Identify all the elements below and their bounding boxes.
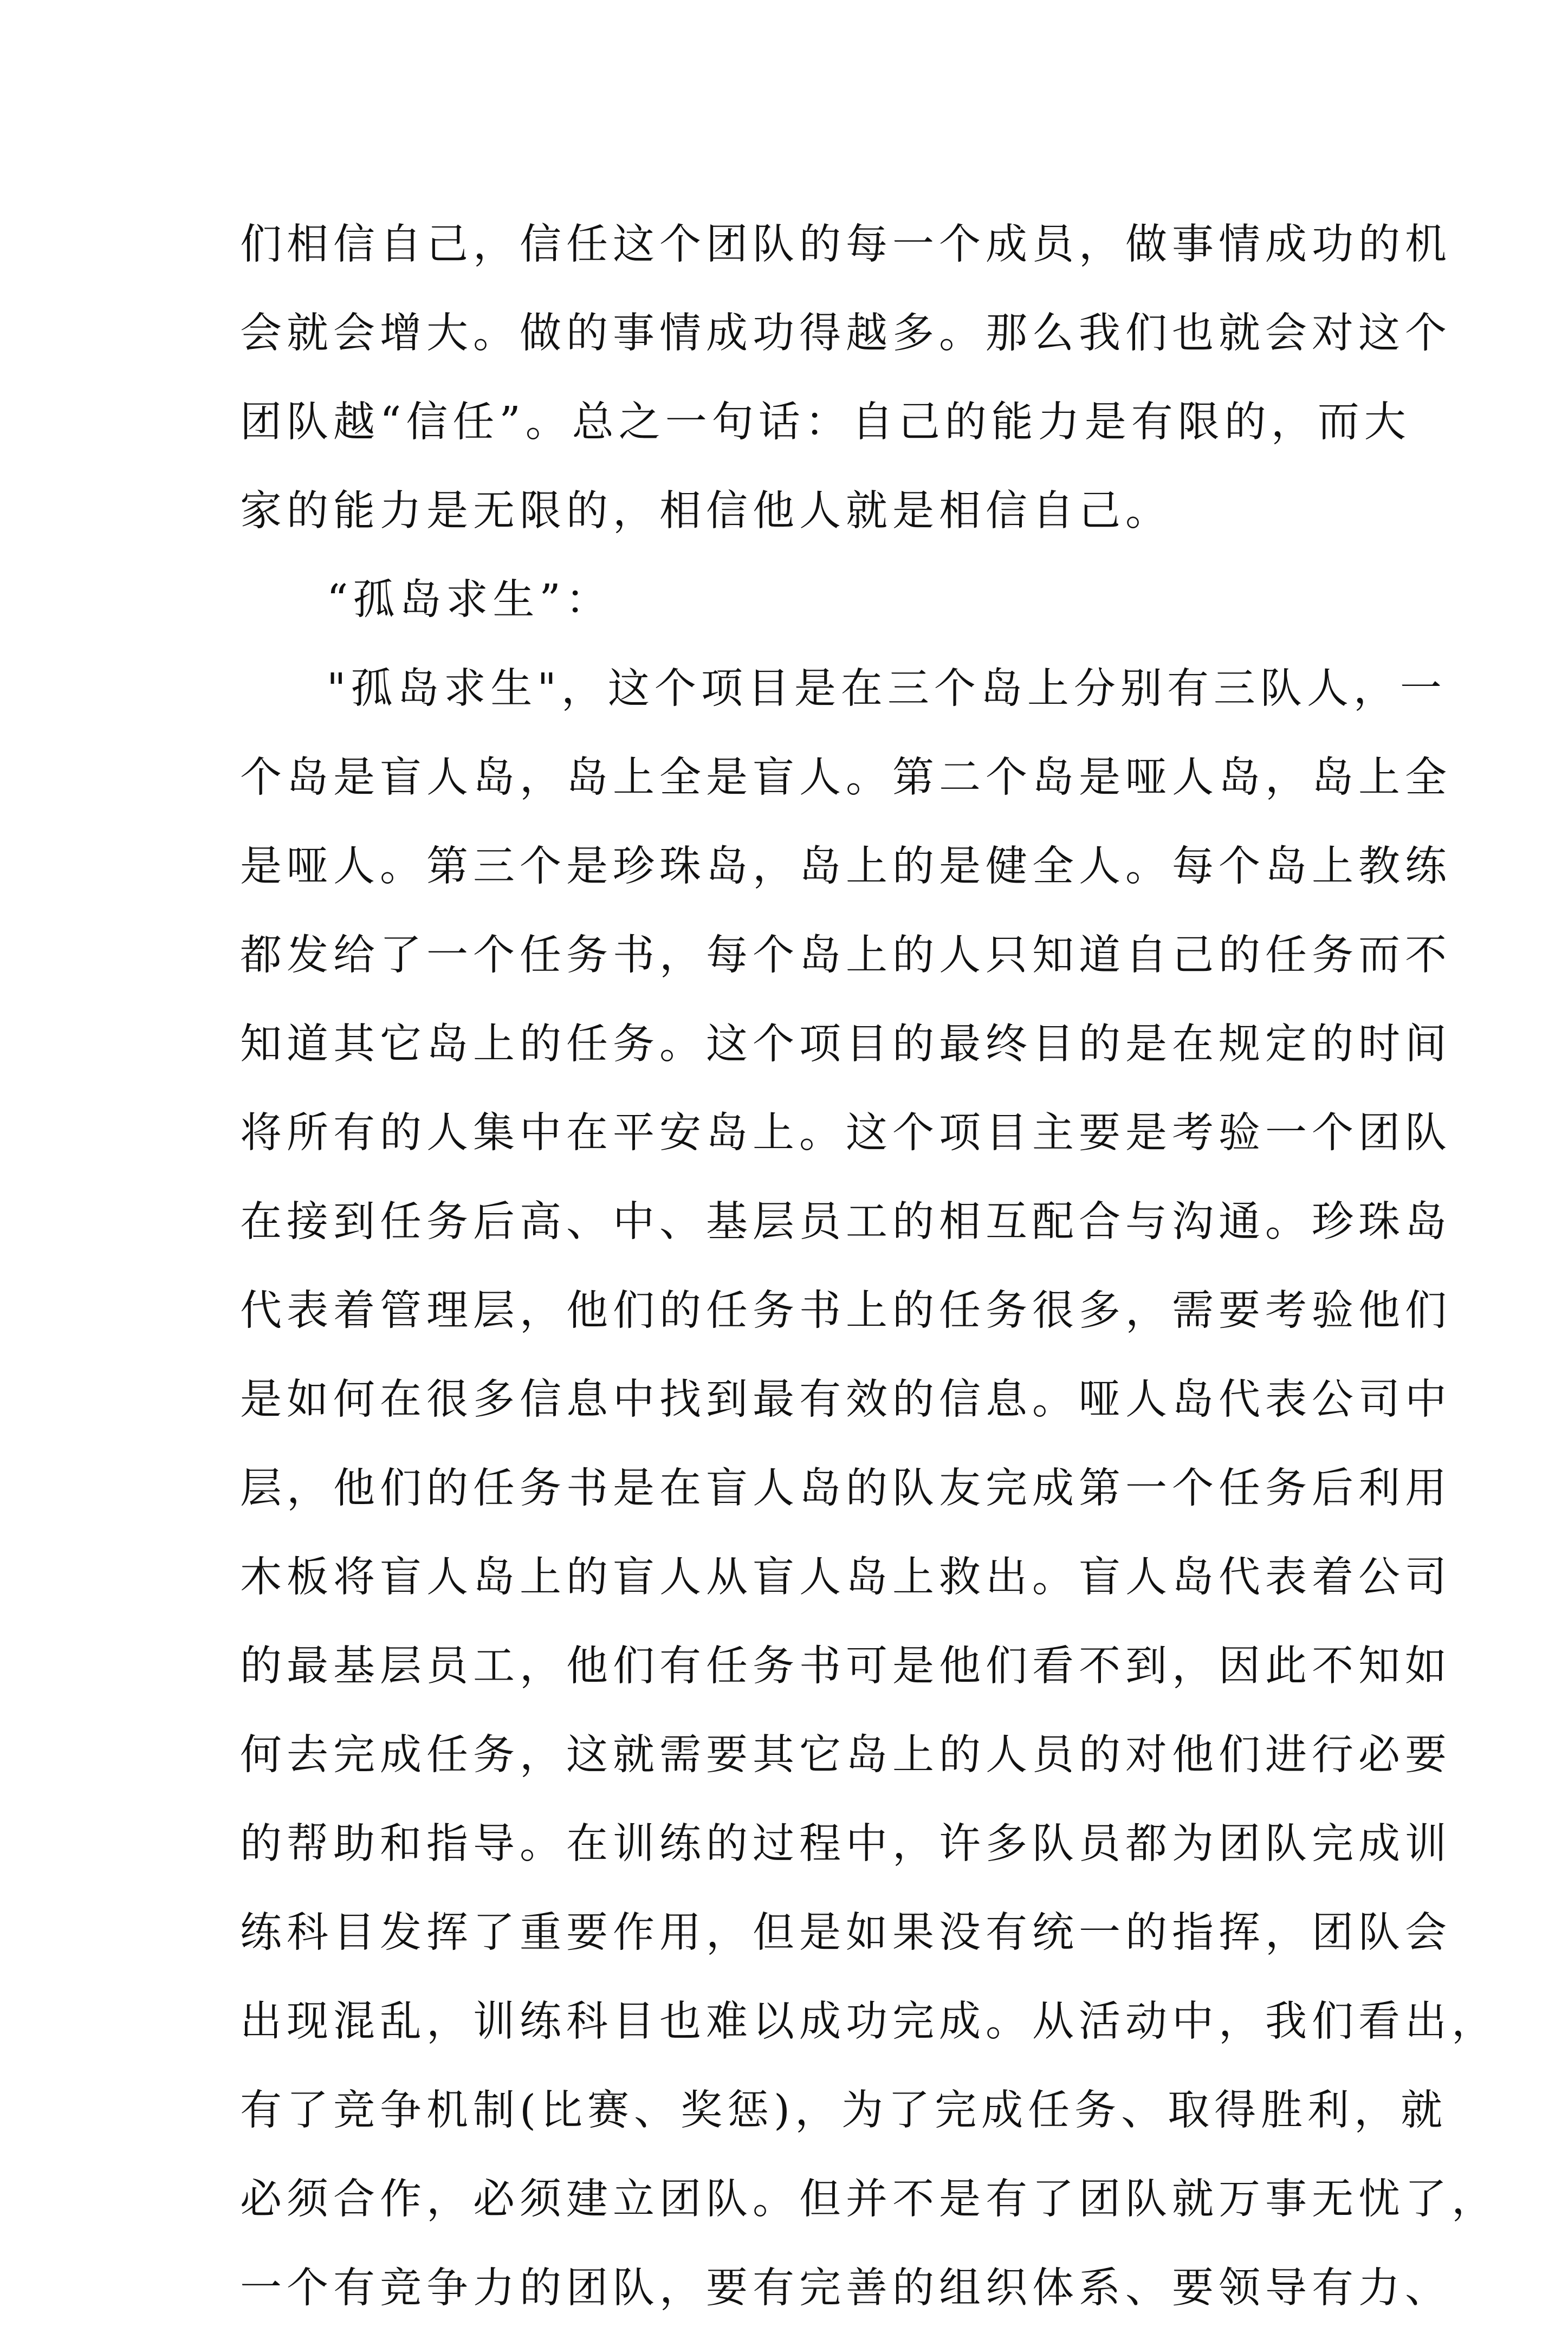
text-line: 都发给了一个任务书，每个岛上的人只知道自己的任务而不 (240, 931, 1452, 980)
text-line: 家的能力是无限的，相信他人就是相信自己。 (240, 487, 1172, 535)
text-line: 一个有竞争力的团队，要有完善的组织体系、要领导有力、 (240, 2264, 1452, 2312)
text-line: 木板将盲人岛上的盲人从盲人岛上救出。盲人岛代表着公司 (240, 1553, 1452, 1602)
text-line: 练科目发挥了重要作用，但是如果没有统一的指挥，团队会 (240, 1909, 1452, 1957)
text-line: 代表着管理层，他们的任务书上的任务很多，需要考验他们 (240, 1287, 1452, 1335)
text-line: "孤岛求生"，这个项目是在三个岛上分别有三队人，一 (327, 665, 1447, 713)
text-line: 会就会增大。做的事情成功得越多。那么我们也就会对这个 (240, 309, 1452, 358)
section-heading: “孤岛求生”： (327, 576, 612, 624)
text-line: 团队越“信任”。总之一句话：自己的能力是有限的，而大 (240, 398, 1411, 446)
text-line: 在接到任务后高、中、基层员工的相互配合与沟通。珍珠岛 (240, 1198, 1452, 1246)
text-line: 知道其它岛上的任务。这个项目的最终目的是在规定的时间 (240, 1020, 1452, 1068)
text-line: 的最基层员工，他们有任务书可是他们看不到，因此不知如 (240, 1642, 1452, 1690)
document-body (240, 200, 1498, 2333)
text-line: 有了竞争机制(比赛、奖惩)，为了完成任务、取得胜利，就 (240, 2086, 1448, 2135)
text-line: 是如何在很多信息中找到最有效的信息。哑人岛代表公司中 (240, 1376, 1452, 1424)
text-line: 们相信自己，信任这个团队的每一个成员，做事情成功的机 (240, 221, 1452, 269)
text-line: 将所有的人集中在平安岛上。这个项目主要是考验一个团队 (240, 1109, 1452, 1157)
text-line: 的帮助和指导。在训练的过程中，许多队员都为团队完成训 (240, 1820, 1452, 1868)
text-line: 层，他们的任务书是在盲人岛的队友完成第一个任务后利用 (240, 1464, 1452, 1513)
text-line: 个岛是盲人岛，岛上全是盲人。第二个岛是哑人岛，岛上全 (240, 754, 1452, 802)
text-line: 是哑人。第三个是珍珠岛，岛上的是健全人。每个岛上教练 (240, 843, 1452, 891)
text-line: 出现混乱，训练科目也难以成功完成。从活动中，我们看出， (240, 1998, 1498, 2046)
text-line: 何去完成任务，这就需要其它岛上的人员的对他们进行必要 (240, 1731, 1452, 1779)
text-line: 必须合作，必须建立团队。但并不是有了团队就万事无忧了， (240, 2175, 1498, 2224)
